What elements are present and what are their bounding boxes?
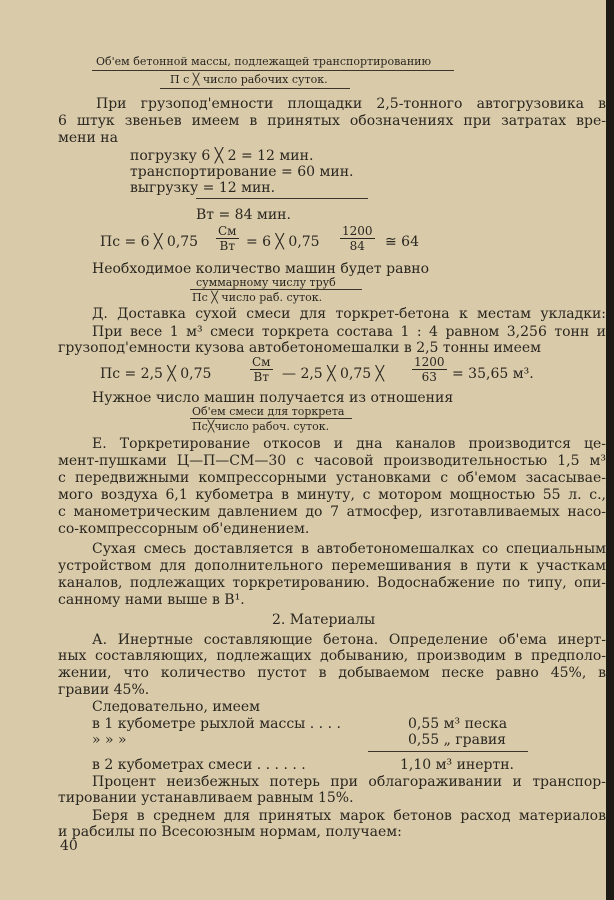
formula2-denominator: Пс ╳ число раб. суток. [192, 291, 323, 304]
fraction-bar [190, 289, 362, 290]
para1-line3: мени на [58, 130, 118, 146]
taking-line2: и рабсилы по Всесоюзным нормам, получаем: [58, 824, 402, 840]
eq2-f1-num: См [252, 355, 271, 369]
sectionE-line5: с манометрическим давлением до 7 атмосфер, изготавливаемых насо- [58, 504, 606, 520]
underline [160, 88, 350, 89]
eq2-left: Пс = 2,5 ╳ 0,75 [100, 366, 212, 382]
page-number: 40 [60, 838, 78, 854]
sum-rule [196, 198, 368, 199]
time-loading: погрузку 6 ╳ 2 = 12 мин. [130, 148, 314, 164]
losses-line2: тировании устанавливаем равным 15%. [58, 790, 354, 806]
sectionE-line3: с передвижными компрессорными установками с об'емом засасывае- [58, 470, 606, 486]
taking-line1: Беря в среднем для принятых марок бетонов расход материалов [92, 808, 606, 824]
drymix-line1: Сухая смесь доставляется в автобетономешалках со специальным [92, 541, 606, 557]
sectionE-line6: со-компрессорным об'единением. [58, 521, 310, 537]
table-row1-value: 0,55 м³ песка [408, 716, 508, 732]
table-row2-value: 0,55 „ гравия [408, 732, 507, 748]
formula3-numerator: Об'ем смеси для торкрета [192, 405, 345, 418]
eq1-mid: = 6 ╳ 0,75 [246, 234, 320, 250]
sectionD-line3: грузопод'емности кузова автобетономешалки в 2,5 тонны имеем [58, 340, 542, 356]
formula3-denominator: Пс╳число рабоч. суток. [192, 420, 330, 433]
sectionA-line1: А. Инертные составляющие бетона. Определение об'ема инерт- [92, 632, 606, 648]
time-unloading: выгрузку = 12 мин. [130, 180, 276, 196]
para1-line1: При грузопод'емности площадки 2,5-тонного автогрузовика в [96, 96, 606, 112]
para1-line2: 6 штук звеньев имеем в принятых обозначениях при затратах вре- [58, 113, 606, 129]
drymix-line3: каналов, подлежащих торкретированию. Водоснабжение по типу, опи- [58, 575, 606, 591]
formula2-numerator: суммарному числу труб [196, 276, 336, 289]
time-transport: транспортирование = 60 мин. [130, 164, 354, 180]
page-edge [606, 0, 614, 900]
section2-heading: 2. Материалы [272, 612, 376, 628]
eq2-f1-den: Вт [253, 370, 269, 384]
formula1-denominator: П с ╳ число рабочих суток. [170, 73, 328, 86]
table-row1-label: в 1 кубометре рыхлой массы . . . . [92, 716, 341, 732]
eq2-f2-den: 63 [421, 370, 437, 384]
sectionA-line2: ных составляющих, подлежащих добыванию, производим в предполо- [58, 648, 606, 664]
sectionE-line1: Е. Торкретирование откосов и дна каналов производится це- [92, 436, 606, 452]
fraction-bar [92, 70, 454, 71]
sectionA-line3: жении, что количество пустот в добываемом песке равно 45%, в [58, 665, 606, 681]
machines-sentence-1: Необходимое количество машин будет равно [92, 261, 430, 277]
eq1-fraction2 [340, 224, 375, 253]
eq2-fraction2 [412, 355, 447, 384]
eq1-f2-den: 84 [349, 239, 365, 253]
table-row3-value: 1,10 м³ инертн. [400, 757, 515, 773]
machines-sentence-2: Нужное число машин получается из отношения [92, 390, 454, 406]
eq2-fraction1 [250, 355, 273, 384]
eq2-f2-num: 1200 [414, 355, 445, 369]
sectionD-line1: Д. Доставка сухой смеси для торкрет-бетона к местам укладки: [92, 306, 606, 322]
sum-rule [368, 751, 528, 752]
eq1-f2-num: 1200 [342, 224, 373, 238]
eq1-left: Пс = 6 ╳ 0,75 [100, 234, 199, 250]
drymix-line4: санному нами выше в В¹. [58, 592, 245, 608]
formula1-numerator: Об'ем бетонной массы, подлежащей транспортированию [96, 55, 432, 68]
eq1-f1-den: Вт [219, 239, 235, 253]
sectionA-line4: гравии 45%. [58, 682, 150, 698]
eq1-fraction1 [216, 224, 239, 253]
eq1-right: ≅ 64 [385, 234, 419, 250]
sectionD-line2: При весе 1 м³ смеси торкрета состава 1 : 4 равном 3,256 тонн и [92, 324, 606, 340]
eq2-mid: — 2,5 ╳ 0,75 ╳ [282, 366, 385, 382]
sectionE-line4: мого воздуха 6,1 кубометра в минуту, с мотором мощностью 55 л. с., [58, 487, 606, 503]
table-row2-label: » » » [92, 732, 127, 748]
eq1-f1-num: См [218, 224, 237, 238]
consequently-line: Следовательно, имеем [92, 699, 261, 715]
losses-line1: Процент неизбежных потерь при облагораживании и транспор- [92, 774, 606, 790]
sectionE-line2: мент-пушками Ц—П—СМ—30 с часовой производительностью 1,5 м³ [58, 453, 606, 469]
table-row3-label: в 2 кубометрах смеси . . . . . . [92, 757, 306, 773]
drymix-line2: устройством для дополнительного перемешивания в пути к участкам [58, 558, 606, 574]
bt-total: Вт = 84 мин. [196, 207, 291, 223]
eq2-right: = 35,65 м³. [452, 366, 534, 382]
fraction-bar [190, 418, 352, 419]
